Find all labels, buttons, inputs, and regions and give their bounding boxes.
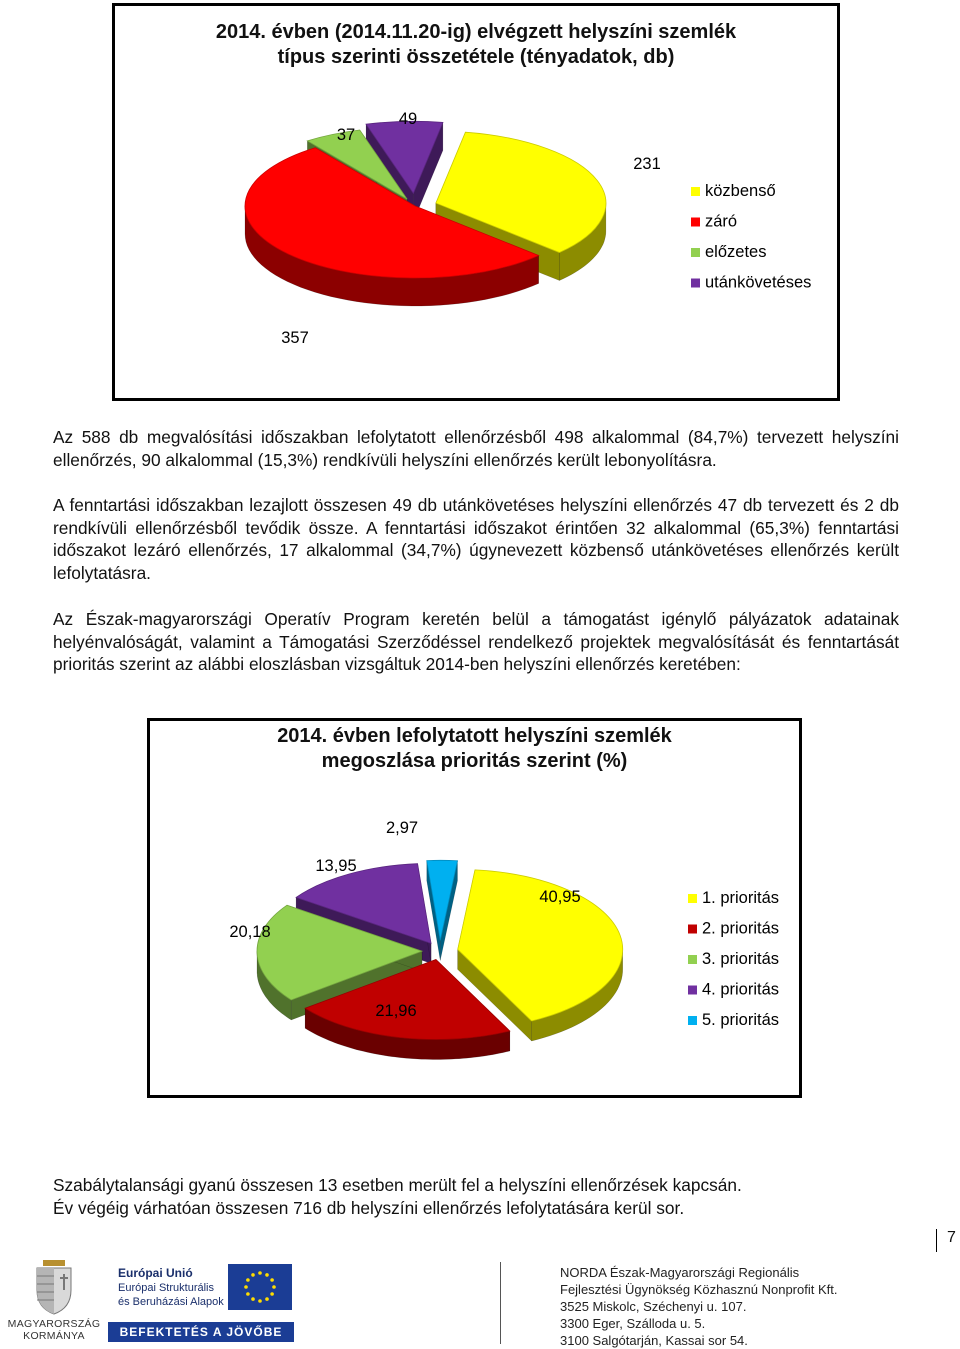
address-line: 3300 Eger, Szálloda u. 5. bbox=[560, 1316, 706, 1331]
data-label: 40,95 bbox=[539, 888, 581, 906]
page-number: 7 bbox=[947, 1229, 956, 1246]
pie-chart-1 bbox=[115, 6, 837, 398]
agency-address bbox=[560, 1264, 837, 1349]
eu-star-icon bbox=[258, 1299, 262, 1303]
legend-swatch bbox=[688, 925, 697, 934]
eu-star-icon bbox=[270, 1278, 274, 1282]
page-number-rule bbox=[936, 1229, 937, 1252]
legend-entry: 4. prioritás bbox=[702, 980, 780, 999]
closing-line: Év végéig várhatóan összesen 716 db helyszíni ellenőrzés lefolytatására kerül sor. bbox=[53, 1197, 685, 1218]
gov-line: MAGYARORSZÁG bbox=[7, 1318, 101, 1330]
paragraph: A fenntartási időszakban lezajlott összesen 49 db utánkövetéses helyszíni ellenőrzés 47 db tervezett és 2 db rendkívüli ellenőrzésből tevődik össze. A fenntartási időszakot érintően 32 alkalommal (65,3%) fenntartási időszakot lezáró ellenőrzés, 17 alkalommal (34,7%) úgynevezett közbenső utánkövetéses ellenőrzés került lefolytatásra. bbox=[53, 495, 899, 583]
legend-swatch bbox=[688, 894, 697, 903]
legend-swatch bbox=[691, 187, 700, 196]
chart-title-line1: 2014. évben lefolytatott helyszíni szemlék bbox=[277, 725, 672, 747]
eu-funds-text bbox=[118, 1266, 224, 1309]
legend-entry: közbenső bbox=[705, 182, 776, 200]
eu-star-icon bbox=[246, 1292, 250, 1296]
type-composition-chart bbox=[112, 3, 840, 401]
government-logo-text bbox=[5, 1318, 103, 1342]
legend-swatch bbox=[688, 986, 697, 995]
closing-paragraph bbox=[53, 1174, 899, 1219]
legend-swatch bbox=[691, 279, 700, 288]
data-label: 13,95 bbox=[315, 857, 357, 875]
address-line: 3525 Miskolc, Széchenyi u. 107. bbox=[560, 1299, 747, 1314]
eu-star-icon bbox=[251, 1273, 255, 1277]
legend-swatch bbox=[688, 1016, 697, 1025]
paragraph: Az 588 db megvalósítási időszakban lefolytatott ellenőrzésből 498 alkalommal (84,7%) tervezett helyszíni ellenőrzés, 90 alkalommal (15,3%) rendkívüli helyszíni ellenőrzés került lebonyolításra. bbox=[53, 427, 899, 470]
footer-divider bbox=[500, 1262, 501, 1344]
legend-swatch bbox=[691, 248, 700, 257]
eu-star-icon bbox=[265, 1297, 269, 1301]
closing-line: Szabálytalansági gyanú összesen 13 esetben merült fel a helyszíni ellenőrzések kapcsán. bbox=[53, 1175, 742, 1195]
address-line: NORDA Észak-Magyarországi Regionális bbox=[560, 1265, 800, 1280]
data-label: 231 bbox=[633, 155, 661, 173]
data-label: 20,18 bbox=[229, 923, 271, 941]
legend-swatch bbox=[691, 218, 700, 227]
eu-line: Európai Strukturális bbox=[118, 1282, 214, 1294]
legend-swatch bbox=[688, 955, 697, 964]
legend-entry: utánkövetéses bbox=[705, 273, 812, 292]
legend-entry: 1. prioritás bbox=[702, 889, 780, 907]
data-label: 49 bbox=[398, 110, 418, 128]
chart-title-line2: megoszlása prioritás szerint (%) bbox=[321, 750, 628, 772]
data-label: 357 bbox=[281, 329, 309, 347]
eu-star-icon bbox=[246, 1278, 250, 1282]
data-label: 2,97 bbox=[385, 819, 419, 837]
gov-line: KORMÁNYA bbox=[23, 1330, 85, 1342]
chart-title-line1: 2014. évben (2014.11.20-ig) elvégzett helyszíni szemlék bbox=[215, 21, 737, 43]
eu-star-icon bbox=[244, 1285, 248, 1289]
eu-banner: BEFEKTETÉS A JÖVŐBE bbox=[108, 1322, 294, 1342]
eu-star-icon bbox=[272, 1285, 276, 1289]
data-label: 37 bbox=[336, 126, 356, 144]
pie-chart-2 bbox=[150, 721, 799, 1095]
legend-entry: 2. prioritás bbox=[702, 919, 780, 938]
legend-entry: 5. prioritás bbox=[702, 1011, 780, 1029]
chart-title-line2: típus szerinti összetétele (tényadatok, db) bbox=[277, 46, 675, 68]
eu-star-icon bbox=[270, 1292, 274, 1296]
legend-entry: 3. prioritás bbox=[702, 950, 780, 968]
eu-title: Európai Unió bbox=[118, 1266, 193, 1280]
paragraph: Az Észak-magyarországi Operatív Program keretén belül a támogatást igénylő pályázatok adatainak helyénvalóságát, valamint a Támogatási Szerződéssel rendelkező projektek megvalósítását és fenntartását prioritás szerint az alábbi eloszlásban vizsgáltuk 2014-ben helyszíni ellenőrzés keretében: bbox=[53, 609, 899, 675]
eu-flag-icon bbox=[228, 1264, 292, 1310]
legend-entry: záró bbox=[705, 212, 738, 231]
eu-star-icon bbox=[258, 1271, 262, 1275]
priority-distribution-chart bbox=[147, 718, 802, 1098]
eu-line: és Beruházási Alapok bbox=[118, 1296, 224, 1308]
eu-star-icon bbox=[251, 1297, 255, 1301]
address-line: Fejlesztési Ügynökség Közhasznú Nonprofit Kft. bbox=[560, 1282, 838, 1297]
data-label: 21,96 bbox=[375, 1002, 417, 1020]
eu-star-icon bbox=[265, 1273, 269, 1277]
address-line: 3100 Salgótarján, Kassai sor 54. bbox=[560, 1333, 748, 1348]
legend-entry: előzetes bbox=[705, 243, 767, 261]
